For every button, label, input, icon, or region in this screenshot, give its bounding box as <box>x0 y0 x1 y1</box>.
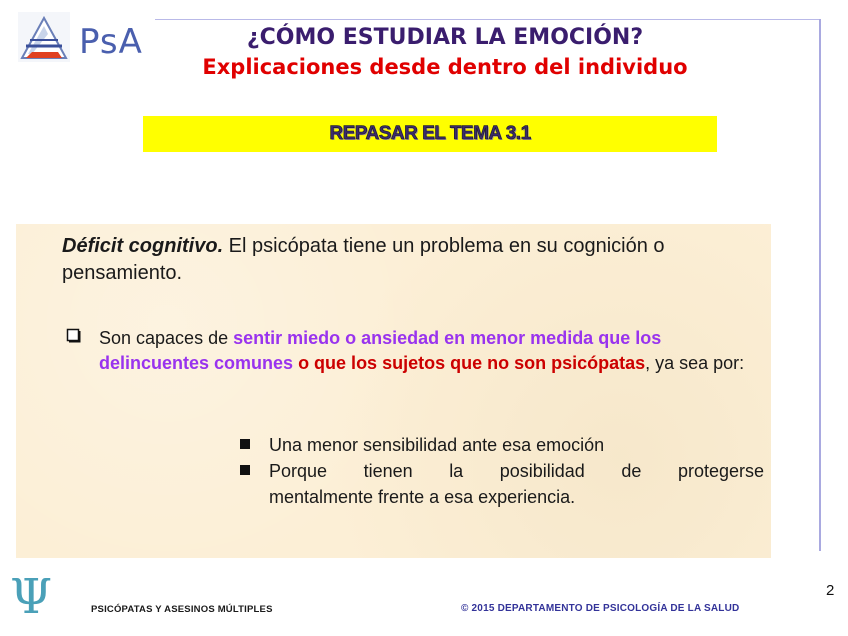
review-banner <box>143 116 717 152</box>
word: Porque <box>269 461 328 481</box>
word: posibilidad <box>499 461 585 481</box>
checkbox-bullet-icon <box>66 328 82 344</box>
psi-logo-icon: Ψ <box>10 569 53 625</box>
header-rule <box>155 19 820 20</box>
word: la <box>449 461 464 481</box>
square-bullet-icon <box>240 465 250 475</box>
right-border-rule <box>819 19 821 551</box>
bullet-part-4: , ya sea por: <box>645 353 745 373</box>
bullet-highlight-purple: sentir miedo o ansiedad en menor medida que los delincuentes comunes <box>99 328 662 373</box>
bullet-paragraph <box>99 326 765 376</box>
intro-rest: El psicópata tiene un problema en su cognición o pensamiento. <box>62 235 665 284</box>
psa-logo-icon <box>18 12 70 62</box>
page-subtitle: Explicaciones desde dentro del individuo <box>202 55 688 79</box>
sub-bullet-2-line-1 <box>269 458 764 484</box>
footer-department: © 2015 DEPARTAMENTO DE PSICOLOGÍA DE LA SALUD <box>461 603 740 614</box>
page-title: ¿CÓMO ESTUDIAR LA EMOCIÓN? <box>246 25 644 50</box>
intro-paragraph <box>62 233 762 287</box>
square-bullet-icon <box>240 439 250 449</box>
review-banner-text: REPASAR EL TEMA 3.1 <box>329 123 531 144</box>
word: protegerse <box>677 461 764 481</box>
page-number: 2 <box>826 582 835 599</box>
intro-lead: Déficit cognitivo. <box>62 235 224 257</box>
bullet-highlight-red: o que los sujetos que no son psicópatas <box>293 353 646 373</box>
sub-bullet-2-line-2: mentalmente frente a esa experiencia. <box>269 487 576 507</box>
word: tienen <box>363 461 413 481</box>
footer-course-title: PSICÓPATAS Y ASESINOS MÚLTIPLES <box>91 604 273 615</box>
bullet-part-1: Son capaces de <box>99 328 234 348</box>
logo-text: PsA <box>79 22 143 62</box>
word: de <box>621 461 642 481</box>
sub-bullet-2 <box>269 458 764 510</box>
sub-bullet-1: Una menor sensibilidad ante esa emoción <box>269 435 605 455</box>
